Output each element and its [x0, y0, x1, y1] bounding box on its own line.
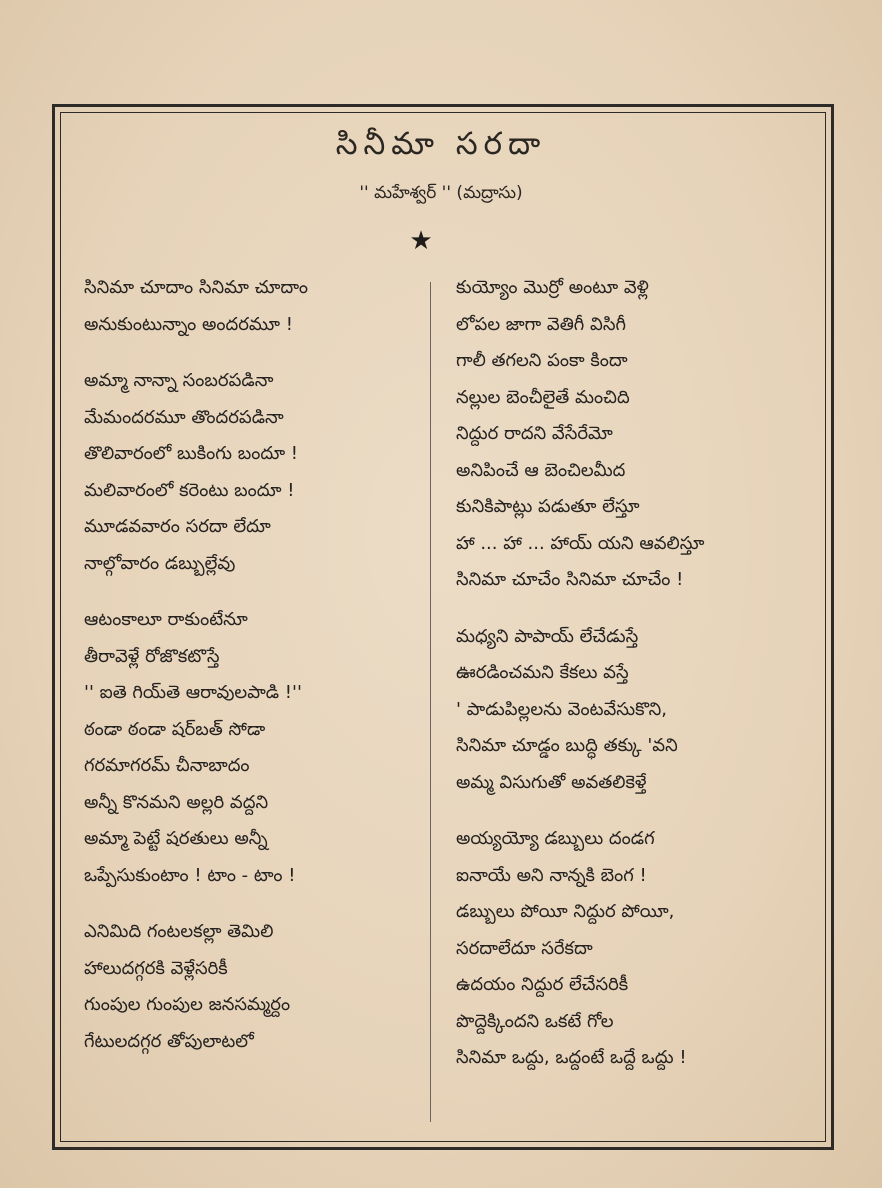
- poem-line: ఒప్పేసుకుంటాం ! టాం - టాం !: [84, 864, 296, 886]
- poem-line: మేమందరమూ తొందరపడినా: [84, 406, 284, 428]
- stanza: [84, 914, 414, 1060]
- poem-line: సినిమా ఒద్దు, ఒద్దంటే ఒద్దే ఒద్దు !: [456, 1047, 687, 1068]
- poem-line: నిద్దుర రాదని వేసేరేమో: [456, 423, 613, 444]
- poem-line: గుంపుల గుంపుల జనసమ్మర్దం: [84, 994, 291, 1015]
- right-column: [456, 270, 806, 1097]
- left-column: [84, 270, 414, 1080]
- poem-line: గేటులదగ్గర తోపులాటలో: [84, 1030, 254, 1052]
- column-divider: [430, 282, 431, 1122]
- poem-line: ఉదయం నిద్దుర లేచేసరికీ: [456, 974, 629, 995]
- poem-line: '' ఐతె గియ్‌తె ఆరావులపాడి !'': [84, 682, 302, 703]
- poem-title: సినీమా సరదా: [335, 126, 547, 162]
- poem-line: లోపల జాగా వెతిగీ విసిగీ: [456, 313, 626, 335]
- poem-line: మూడవవారం సరదా లేదూ: [84, 516, 271, 537]
- poem-line: ఐనాయే అని నాన్నకి బెంగ !: [456, 864, 647, 886]
- poem-line: తీరావెళ్లే రోజొకటొస్తే: [84, 645, 220, 667]
- stanza: [84, 602, 414, 894]
- stanza: [456, 270, 806, 599]
- stanza: [84, 363, 414, 582]
- stanza: [456, 619, 806, 802]
- poem-line: సినిమా చూడ్డం బుద్ధి తక్కు 'వని: [456, 735, 678, 756]
- poem-line: అనుకుంటున్నాం అందరమూ !: [84, 313, 293, 335]
- poem-line: ఆటంకాలూ రాకుంటేనూ: [84, 609, 248, 630]
- author-line: '' మహేశ్వర్ '' (మద్రాసు): [359, 183, 523, 203]
- poem-line: హాలుదగ్గరకి వెళ్లేసరికీ: [84, 957, 228, 979]
- poem-line: డబ్బులు పోయీ నిద్దుర పోయీ,: [456, 901, 675, 922]
- stanza: [84, 270, 414, 343]
- poem-line: సినిమా చూదాం సినిమా చూదాం: [84, 277, 309, 298]
- poem-line: ' పాడుపిల్లలను వెంటవేసుకొని,: [456, 698, 667, 720]
- poem-line: అమ్మా పెట్టే షరతులు అన్నీ: [84, 828, 268, 849]
- poem-line: అయ్యయ్యో డబ్బులు దండగ: [456, 828, 655, 849]
- poem-line: నల్లుల బెంచీలైతే మంచిది: [456, 386, 630, 408]
- star-ornament-icon: ★: [409, 226, 433, 256]
- poem-line: హా ... హా ... హాయ్ యని ఆవలిస్తూ: [456, 532, 705, 554]
- poem-line: పొద్దెక్కిందని ఒకటే గోల: [456, 1010, 614, 1032]
- poem-line: ఠండా ఠండా షర్‌బత్ సోడా: [84, 718, 266, 740]
- poem-line: తొలివారంలో బుకింగు బందూ !: [84, 443, 299, 464]
- poem-line: గరమాగరమ్ చీనాబాదం: [84, 755, 250, 776]
- poem-line: ఊరడించమని కేకలు వస్తే: [456, 662, 629, 683]
- poem-line: ఎనిమిది గంటలకల్లా తెమిలి: [84, 921, 274, 942]
- poem-line: అమ్మ విసుగుతో అవతలికెళ్తే: [456, 771, 647, 793]
- poem-line: సరదాలేదూ సరేకదా: [456, 937, 593, 959]
- stanza: [456, 821, 806, 1077]
- poem-line: అనిపించే ఆ బెంచిలమీద: [456, 459, 626, 481]
- poem-line: గాలీ తగలని పంకా కిందా: [456, 350, 628, 371]
- poem-line: మలివారంలో కరెంటు బందూ !: [84, 479, 295, 501]
- poem-line: నాల్గోవారం డబ్బుల్లేవు: [84, 552, 236, 574]
- poem-line: కునికిపాట్లు పడుతూ లేస్తూ: [456, 496, 640, 517]
- poem-line: సినిమా చూచేం సినిమా చూచేం !: [456, 569, 684, 590]
- poem-line: మధ్యని పాపాయ్ లేచేడుస్తే: [456, 625, 639, 647]
- poem-line: అన్నీ కొనమని అల్లరి వద్దని: [84, 791, 269, 813]
- poem-line: కుయ్యోం మొర్రో అంటూ వెళ్లి: [456, 277, 649, 298]
- poem-line: అమ్మా నాన్నా సంబరపడినా: [84, 370, 274, 391]
